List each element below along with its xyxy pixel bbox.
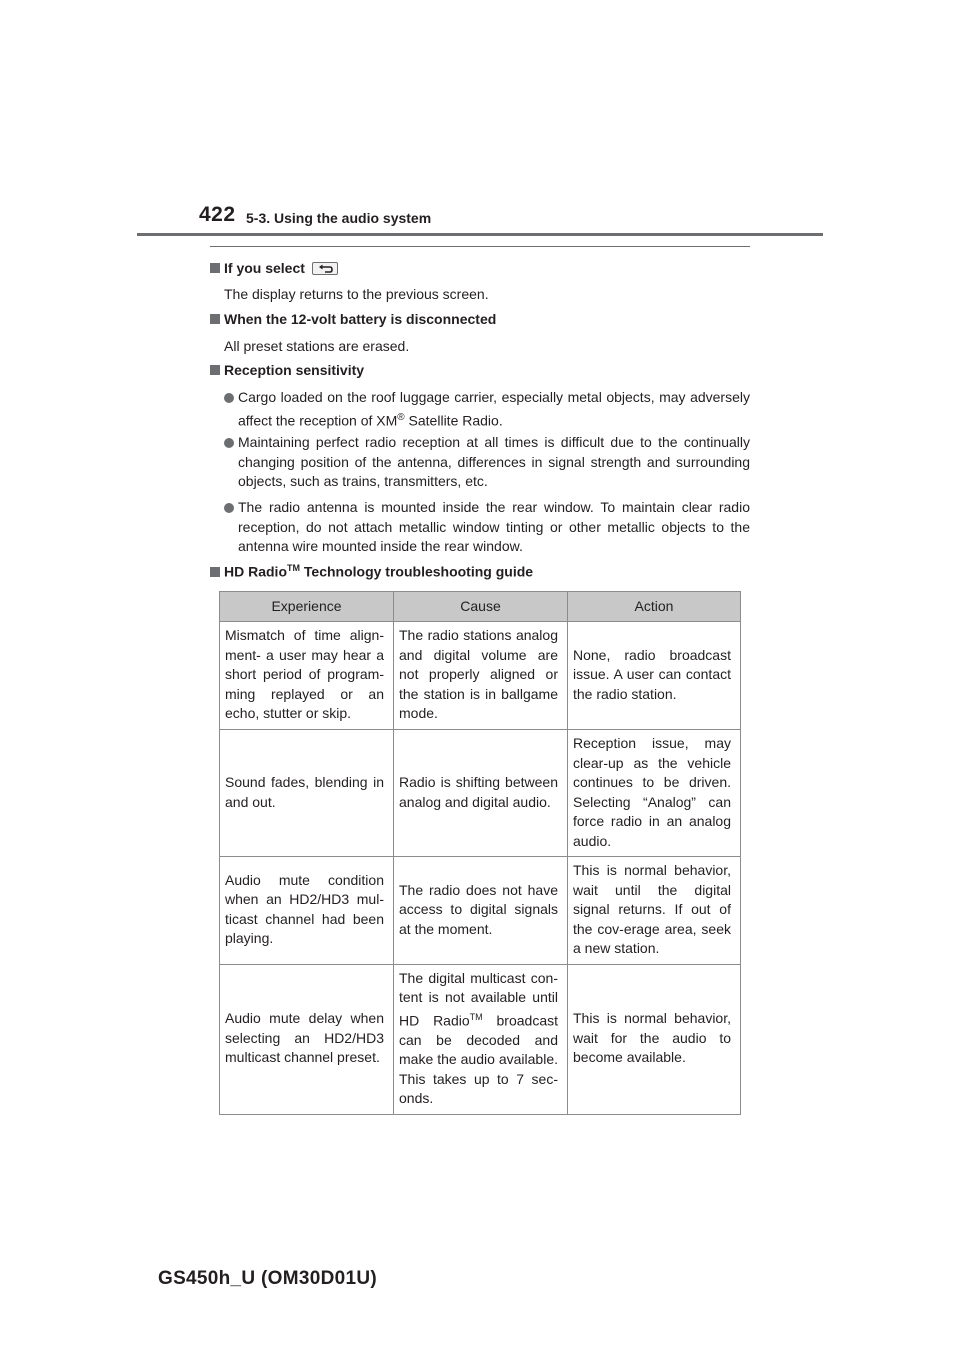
circle-bullet-icon: [224, 438, 234, 448]
cause-text: broadcast can be decoded and make the audio available. This takes up to 7 sec-onds.: [399, 1012, 558, 1107]
action-cell: None, radio broadcast issue. A user can contact the radio station.: [568, 622, 741, 730]
square-bullet-icon: [210, 263, 220, 273]
trademark: TM: [287, 563, 300, 573]
bullet-text: Maintaining perfect radio reception at all times is difficult due to the continually changing position of the antenna, differences in signal strength and surrounding objects, such as trains, transmitters, etc.: [238, 434, 750, 489]
registered-mark: ®: [397, 411, 405, 423]
cause-cell: The radio does not have access to digital signals at the moment.: [394, 857, 568, 965]
heading-hd-radio: [210, 563, 533, 580]
page-header: [137, 203, 823, 235]
circle-bullet-icon: [224, 503, 234, 513]
experience-cell: Audio mute condition when an HD2/HD3 mul-ticast channel had been playing.: [220, 857, 394, 965]
heading-text: If you select: [224, 260, 305, 276]
table-row: [220, 730, 741, 857]
column-header-cause: Cause: [394, 592, 568, 622]
heading-text: When the 12-volt battery is disconnected: [224, 311, 497, 327]
page-number: 422: [199, 203, 236, 226]
heading-reception: [210, 362, 364, 378]
cause-cell: Radio is shifting between analog and digital audio.: [394, 730, 568, 857]
trademark: TM: [469, 1011, 483, 1022]
heading-if-you-select: [210, 260, 338, 276]
table-header-row: [220, 592, 741, 622]
column-header-experience: Experience: [220, 592, 394, 622]
footer-model-code: GS450h_U (OM30D01U): [158, 1268, 377, 1289]
square-bullet-icon: [210, 365, 220, 375]
cause-text: The digital multicast con-tent is not available until HD Radio: [399, 969, 558, 1029]
note-text: The display returns to the previous screen.: [224, 286, 489, 302]
square-bullet-icon: [210, 314, 220, 324]
back-arrow-icon: [312, 262, 338, 275]
content-rule: [210, 246, 750, 247]
action-cell: This is normal behavior, wait for the audio to become available.: [568, 964, 741, 1114]
header-rule: [137, 233, 823, 236]
bullet-item: [224, 388, 750, 431]
action-cell: Reception issue, may clear-up as the vehicle continues to be driven. Selecting “Analog” can force radio in an analog audio.: [568, 730, 741, 857]
bullet-text: Cargo loaded on the roof luggage carrier, especially metal objects, may adversely affect the reception of XM: [238, 389, 750, 429]
bullet-item: [224, 433, 750, 492]
table-row: [220, 622, 741, 730]
heading-text: Reception sensitivity: [224, 362, 365, 378]
action-cell: This is normal behavior, wait until the digital signal returns. If out of the cov-erage area, seek a new station.: [568, 857, 741, 965]
experience-cell: Mismatch of time align-ment- a user may hear a short period of program-ming replayed or an echo, stutter or skip.: [220, 622, 394, 730]
experience-cell: Audio mute delay when selecting an HD2/HD3 multicast channel preset.: [220, 964, 394, 1114]
table-row: [220, 964, 741, 1114]
heading-text: HD Radio: [224, 563, 287, 580]
square-bullet-icon: [210, 567, 220, 577]
bullet-item: [224, 498, 750, 557]
cause-cell: [394, 964, 568, 1114]
cause-cell: The radio stations analog and digital volume are not properly aligned or the station is in ballgame mode.: [394, 622, 568, 730]
circle-bullet-icon: [224, 393, 234, 403]
section-title: 5-3. Using the audio system: [246, 210, 432, 226]
bullet-text: Satellite Radio.: [404, 412, 503, 429]
note-text: All preset stations are erased.: [224, 338, 410, 354]
heading-text: Technology troubleshooting guide: [300, 563, 534, 580]
column-header-action: Action: [568, 592, 741, 622]
table-row: [220, 857, 741, 965]
heading-battery: [210, 311, 496, 327]
troubleshooting-table: [219, 591, 741, 1115]
bullet-text: The radio antenna is mounted inside the rear window. To maintain clear radio reception, do not attach metallic window tinting or other metallic objects to the antenna wire mounted inside the rear window.: [238, 499, 750, 554]
experience-cell: Sound fades, blending in and out.: [220, 730, 394, 857]
